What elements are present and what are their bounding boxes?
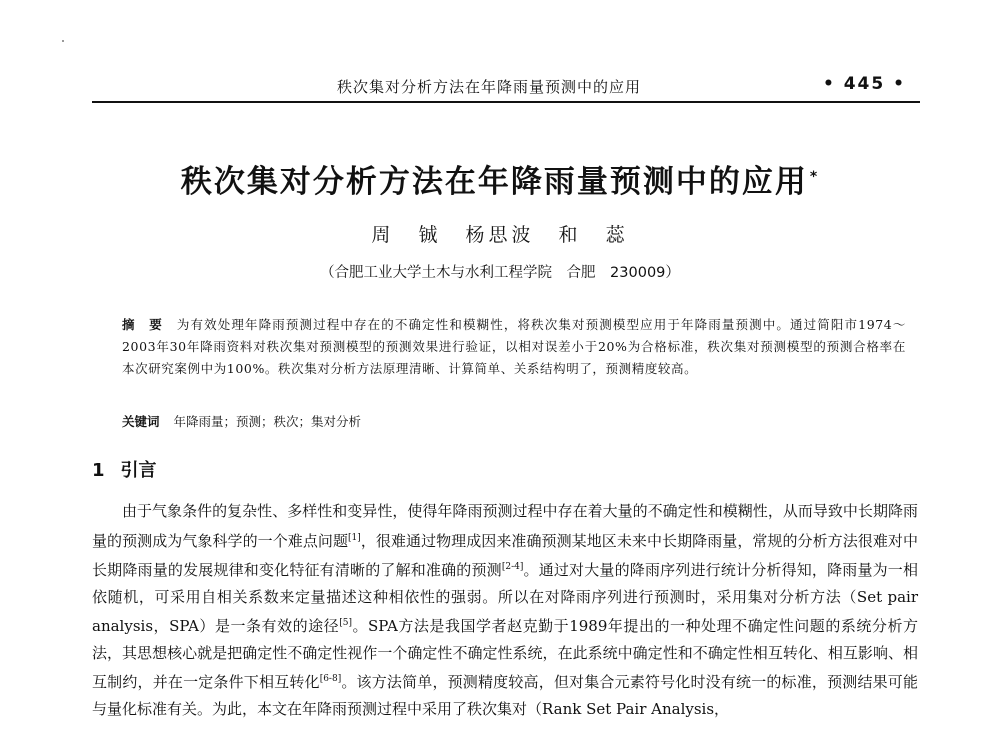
body-segment: ，很难通过物理成因来准确预测某地区未来中长期降雨量，常规的分析方法很难对中长期降雨量的发展规律和变化特征有清晰的了解和准确的预测	[92, 531, 918, 579]
paper-title-text: 秩次集对分析方法在年降雨量预测中的应用	[180, 164, 808, 200]
running-header	[92, 70, 920, 104]
affiliation: （合肥工业大学土木与水利工程学院 合肥 230009）	[320, 265, 680, 281]
running-title: 秩次集对分析方法在年降雨量预测中的应用	[337, 78, 642, 96]
paper-title	[0, 156, 1000, 201]
body-segment: 。通过对大量的降雨序列进行统计分析得知，降雨量为一相依随机，可采用自相关系数来定量描述这种相依性的强弱。所以在对降雨序列进行预测时，采用集对分析方法（Set pair analysis，SPA）是一条有效的途径	[92, 561, 918, 635]
abstract-text: 为有效处理年降雨预测过程中存在的不确定性和模糊性，将秩次集对预测模型应用于年降雨量预测中。通过简阳市1974～2003年30年降雨资料对秩次集对预测模型的预测效果进行验证，以相对误差小于20%为合格标准，秩次集对预测模型的预测合格率在本次研究案例中为100%。秩次集对分析方法原理清晰、计算简单、关系结构明了，预测精度较高。	[122, 317, 906, 376]
body-segment: 由于气象条件的复杂性、多样性和变异性，使得年降雨预测过程中存在着大量的不确定性和模糊性，从而导致中长期降雨量的预测成为气象科学的一个难点问题	[92, 502, 918, 550]
citation: [6-8]	[319, 674, 342, 684]
page-number: • 445 •	[822, 74, 906, 94]
body-segment: 。该方法简单，预测精度较高，但对集合元素符号化时没有统一的标准，预测结果可能与量化标准有关。为此，本文在年降雨预测过程中采用了秩次集对（Rank Set Pair Analysis，	[92, 673, 918, 718]
title-footnote-mark: *	[809, 168, 820, 185]
keywords-text: 年降雨量；预测；秩次；集对分析	[173, 414, 362, 429]
body-segment: 。SPA方法是我国学者赵克勤于1989年提出的一种处理不确定性问题的系统分析方法，其思想核心就是把确定性不确定性视作一个确定性不确定性系统，在此系统中确定性和不确定性相互转化、相互影响、相互制约，并在一定条件下相互转化	[92, 617, 918, 691]
section-title: 引言	[120, 460, 157, 481]
abstract-label: 摘 要	[122, 317, 163, 332]
abstract	[122, 314, 906, 380]
citation: [2-4]	[501, 562, 524, 572]
section-number: 1	[92, 460, 105, 481]
section-heading	[92, 456, 157, 482]
keywords	[122, 411, 906, 433]
scan-speck	[62, 40, 64, 42]
citation: [5]	[339, 618, 352, 628]
authors: 周 铖 杨思波 和 蕊	[371, 224, 629, 246]
keywords-label: 关键词	[122, 414, 160, 429]
header-rule	[92, 101, 920, 103]
introduction-paragraph	[92, 498, 918, 722]
citation: [1]	[348, 532, 361, 543]
